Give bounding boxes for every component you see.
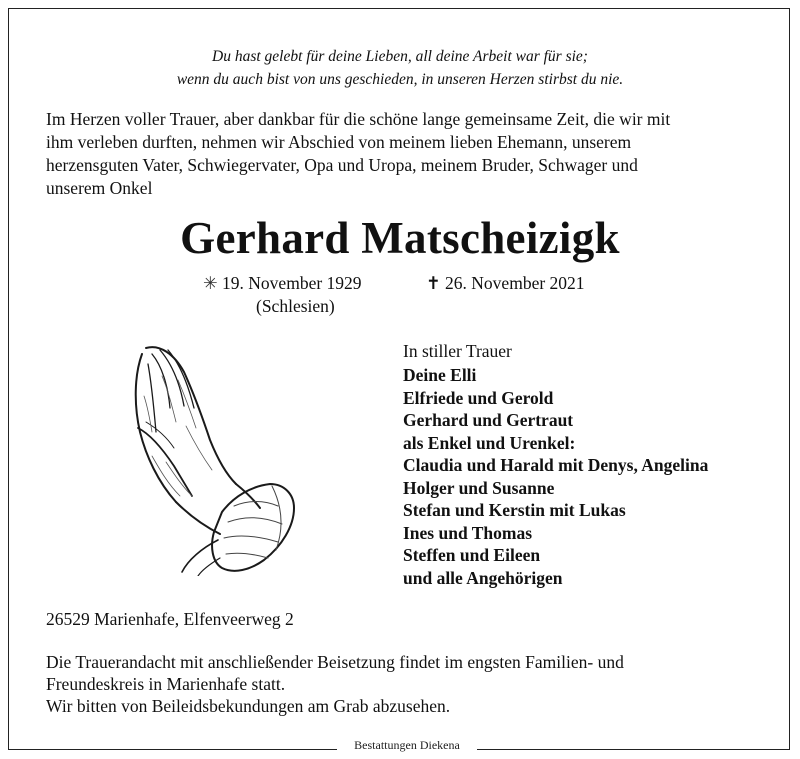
mourner-entry: Elfriede und Gerold [403,387,554,408]
mourner-entry: Claudia und Harald mit Denys, Angelina [403,455,709,475]
birth-star-icon: ✳ [203,273,218,293]
funeral-notice [46,651,746,717]
mourner-entry: Stefan und Kerstin mit Lukas [403,500,626,520]
notice-line: Freundeskreis in Marienhafe statt. [46,674,286,694]
birth-origin: (Schlesien) [256,296,335,316]
birth-date-text: 19. November 1929 [222,273,362,293]
mourner-entry: Gerhard und Gertraut [403,410,574,430]
motto-line: wenn du auch bist von uns geschieden, in unseren Herzen stirbst du nie. [176,71,624,88]
praying-hands-icon [122,336,302,576]
family-address: 26529 Marienhafe, Elfenveerweg 2 [46,609,294,629]
intro-line: ihm verleben durften, nehmen wir Abschied von meinem lieben Ehemann, unserem [46,132,632,152]
deceased-name: Gerhard Matscheizigk [180,213,620,263]
notice-line: Die Trauerandacht mit anschließender Beisetzung findet im engsten Familien- und [46,652,624,672]
mourner-entry: Steffen und Eileen [403,545,541,565]
death-date [426,272,585,294]
mourning-intro: In stiller Trauer [403,341,512,361]
mourners-list [403,364,708,589]
mourner-entry: Holger und Susanne [403,477,555,498]
mourner-entry: als Enkel und Urenkel: [403,432,576,453]
intro-line: Im Herzen voller Trauer, aber dankbar für die schöne lange gemeinsame Zeit, die wir mit [46,109,671,129]
intro-paragraph [46,108,766,200]
birth-date [203,272,362,294]
intro-line: herzensguten Vater, Schwiegervater, Opa und Uropa, meinem Bruder, Schwager und [46,155,638,175]
notice-line: Wir bitten von Beileidsbekundungen am Grab abzusehen. [46,696,451,716]
mourner-entry: Ines und Thomas [403,522,533,543]
intro-line: unserem Onkel [46,178,153,198]
funeral-home-label: Bestattungen Diekena [337,737,477,753]
death-cross-icon: ✝ [426,273,441,293]
motto-line: Du hast gelebt für deine Lieben, all deine Arbeit war für sie; [212,48,588,65]
death-date-text: 26. November 2021 [445,273,585,293]
mourner-entry: und alle Angehörigen [403,567,563,588]
mourner-entry: Deine Elli [403,365,477,385]
motto-verse [0,45,800,91]
